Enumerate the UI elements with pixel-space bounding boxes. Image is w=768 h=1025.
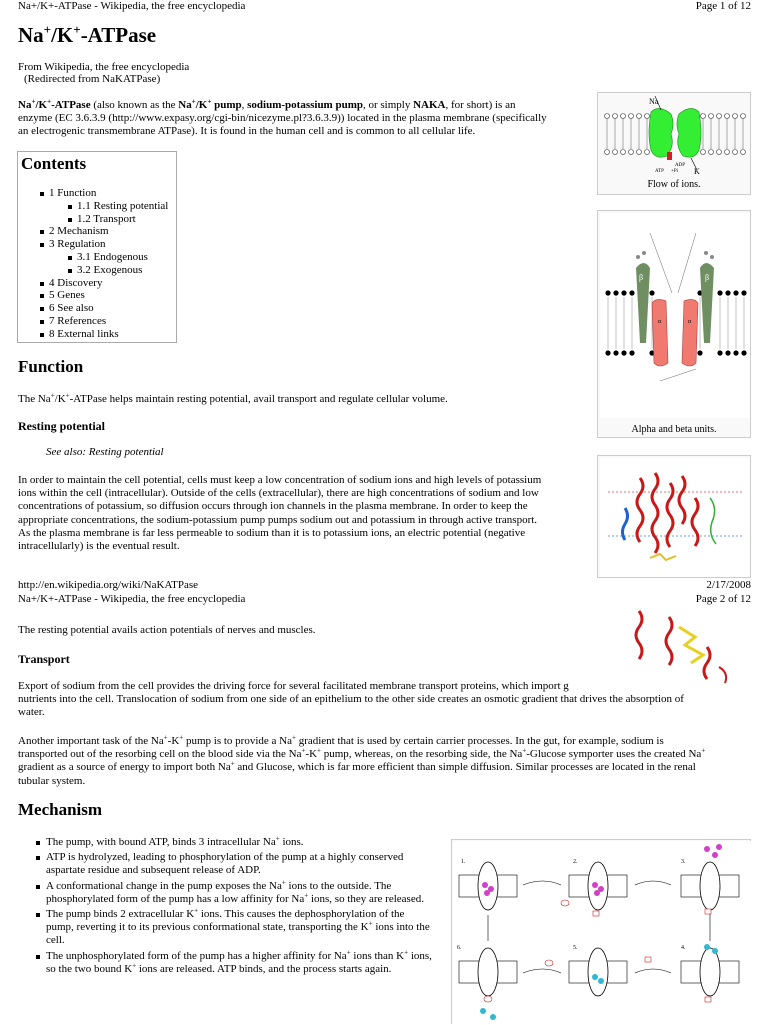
intro-paragraph: Na+/K+-ATPase (also known as the Na+/K+ pump, sodium-potassium pump, or simply NAKA, for short) is an enzyme (EC 3.6.3.9 (http://www.expasy.org/cgi-bin/nicezyme.pl?3.6.3.9)) located in the plasma membrane (specifically an electrogenic transmembrane ATPase). It is found in the human cell and is common to all cellular life. bbox=[18, 97, 547, 138]
alpha-label-right: α bbox=[688, 319, 692, 325]
print-header-title: Na+/K+-ATPase - Wikipedia, the free encyclopedia bbox=[18, 0, 246, 12]
print-footer-date: 2/17/2008 bbox=[706, 579, 751, 591]
print-header-title-page2: Na+/K+-ATPase - Wikipedia, the free encyclopedia bbox=[18, 593, 246, 605]
resting-potential-paragraph: In order to maintain the cell potential, cells must keep a low concentration of sodium ions and high levels of potassium ions within the cell (intracellular). Outside of the cells (extracellular), there are high concentrations of sodium and low concentrations of potassium, so diffusion occurs through ion channels in the plasma membrane. In order to keep the appropriate concentrations, the sodium-potassium pump pumps sodium out and potassium in through active transport. As the plasma membrane is far less permeable to sodium than it is to potassium ions, an electric potential (negative intracellularly) is the eventual result. bbox=[18, 474, 542, 553]
beta-label-left: β bbox=[639, 273, 644, 282]
article-title: Na+/K+-ATPase bbox=[18, 22, 157, 47]
toc-item-resting-potential[interactable]: 1.1 Resting potential bbox=[77, 199, 169, 212]
redirect-notice: (Redirected from NaKATPase) bbox=[24, 73, 161, 85]
mech-step-label-4: 4. bbox=[681, 945, 686, 951]
mechanism-cycle-image[interactable] bbox=[453, 841, 751, 1025]
toc-item-function[interactable]: 1 Function bbox=[49, 187, 168, 200]
protein-structure-image-continued[interactable] bbox=[599, 607, 749, 691]
toc-item-endogenous[interactable]: 3.1 Endogenous bbox=[77, 251, 168, 264]
flow-of-ions-image[interactable] bbox=[599, 94, 751, 176]
toc-item-see-also[interactable]: 6 See also bbox=[49, 302, 168, 315]
mechanism-step-5: The unphosphorylated form of the pump has a higher affinity for Na+ ions than K+ ions, so the two bound K+ ions are released. ATP binds, and the process starts again. bbox=[46, 947, 432, 975]
function-paragraph: The Na+/K+-ATPase helps maintain resting potential, avail transport and regulate cellular volume. bbox=[18, 391, 448, 405]
toc-item-mechanism[interactable]: 2 Mechanism bbox=[49, 225, 168, 238]
subsection-heading-resting-potential: Resting potential bbox=[18, 419, 105, 433]
figure-caption-alpha-beta: Alpha and beta units. bbox=[631, 424, 717, 435]
subsection-heading-transport: Transport bbox=[18, 652, 70, 666]
mech-step-label-2: 2. bbox=[573, 859, 578, 865]
figure-alpha-beta-units bbox=[597, 210, 751, 438]
mech-step-label-3: 3. bbox=[681, 859, 686, 865]
alpha-beta-units-image[interactable] bbox=[600, 213, 750, 418]
mechanism-step-3: A conformational change in the pump exposes the Na+ ions to the outside. The phosphorylated form of the pump has a low affinity for Na+ ions, so they are released. bbox=[46, 880, 432, 906]
print-footer-url: http://en.wikipedia.org/wiki/NaKATPase bbox=[18, 579, 199, 591]
resting-potential-continued: The resting potential avails action potentials of nerves and muscles. bbox=[18, 624, 316, 636]
print-header-page-number-page2: Page 2 of 12 bbox=[695, 593, 751, 605]
print-header-page-number: Page 1 of 12 bbox=[695, 0, 751, 12]
section-heading-function: Function bbox=[18, 357, 84, 376]
fig1-na-label: Na bbox=[649, 97, 659, 106]
toc-heading: Contents bbox=[21, 154, 87, 173]
see-also-resting-potential[interactable]: See also: Resting potential bbox=[46, 446, 164, 458]
figure-mechanism-cycle bbox=[451, 839, 751, 1024]
fig1-atp-label: ATP bbox=[655, 169, 664, 174]
mechanism-step-1: The pump, with bound ATP, binds 3 intracellular Na+ ions. bbox=[46, 836, 432, 849]
fig1-adp-label: ADP bbox=[675, 163, 686, 168]
figure-protein-structure-continued bbox=[597, 607, 751, 691]
toc-item-references[interactable]: 7 References bbox=[49, 315, 168, 328]
mech-step-label-6: 6. bbox=[457, 945, 462, 951]
alpha-label-left: α bbox=[658, 319, 662, 325]
mechanism-list bbox=[46, 836, 432, 978]
toc-item-transport[interactable]: 1.2 Transport bbox=[77, 213, 168, 226]
mech-step-label-5: 5. bbox=[573, 945, 578, 951]
figure-caption-flow-of-ions: Flow of ions. bbox=[647, 179, 701, 190]
toc-list bbox=[49, 187, 168, 341]
mechanism-step-2: ATP is hydrolyzed, leading to phosphorylation of the pump at a highly conserved aspartate residue and subsequent release of ADP. bbox=[46, 851, 432, 877]
toc-item-exogenous[interactable]: 3.2 Exogenous bbox=[77, 264, 168, 277]
figure-protein-structure bbox=[597, 455, 751, 578]
table-of-contents bbox=[17, 151, 177, 343]
figure-flow-of-ions bbox=[597, 92, 751, 195]
mechanism-step-4: The pump binds 2 extracellular K+ ions. This causes the dephosphorylation of the pump, reverting it to its previous conformational state, transporting the K+ ions into the cell. bbox=[46, 908, 432, 948]
toc-item-genes[interactable]: 5 Genes bbox=[49, 289, 168, 302]
from-wikipedia: From Wikipedia, the free encyclopedia bbox=[18, 61, 190, 73]
beta-label-right: β bbox=[705, 273, 710, 282]
toc-item-regulation[interactable]: 3 Regulation bbox=[49, 238, 168, 251]
toc-item-discovery[interactable]: 4 Discovery bbox=[49, 277, 168, 290]
gradient-paragraph: Another important task of the Na+-K+ pump is to provide a Na+ gradient that is used by certain carrier processes. In the gut, for example, sodium is transported out of the resorbing cell on the blood side via the Na+-K+ pump, whereas, on the resorbing side, the Na+-Glucose symporter uses the created Na+ gradient as a source of energy to import both Na+ and Glucose, which is far more efficient than simple diffusion. Similar processes are located in the renal tubular system. bbox=[18, 733, 706, 787]
mech-step-label-1: 1. bbox=[461, 859, 466, 865]
fig1-k-label: K bbox=[694, 167, 700, 176]
protein-structure-image[interactable] bbox=[600, 458, 750, 577]
transport-paragraph: Export of sodium from the cell provides the driving force for several facilitated membrane transport proteins, which import g nutrients into the cell. Translocation of sodium from one side of an epithelium to the other side creates an osmotic gradient that drives the absorption of water. bbox=[18, 680, 684, 719]
toc-item-external-links[interactable]: 8 External links bbox=[49, 328, 168, 341]
section-heading-mechanism: Mechanism bbox=[18, 800, 103, 819]
fig1-pi-label: +Pi bbox=[671, 169, 678, 174]
